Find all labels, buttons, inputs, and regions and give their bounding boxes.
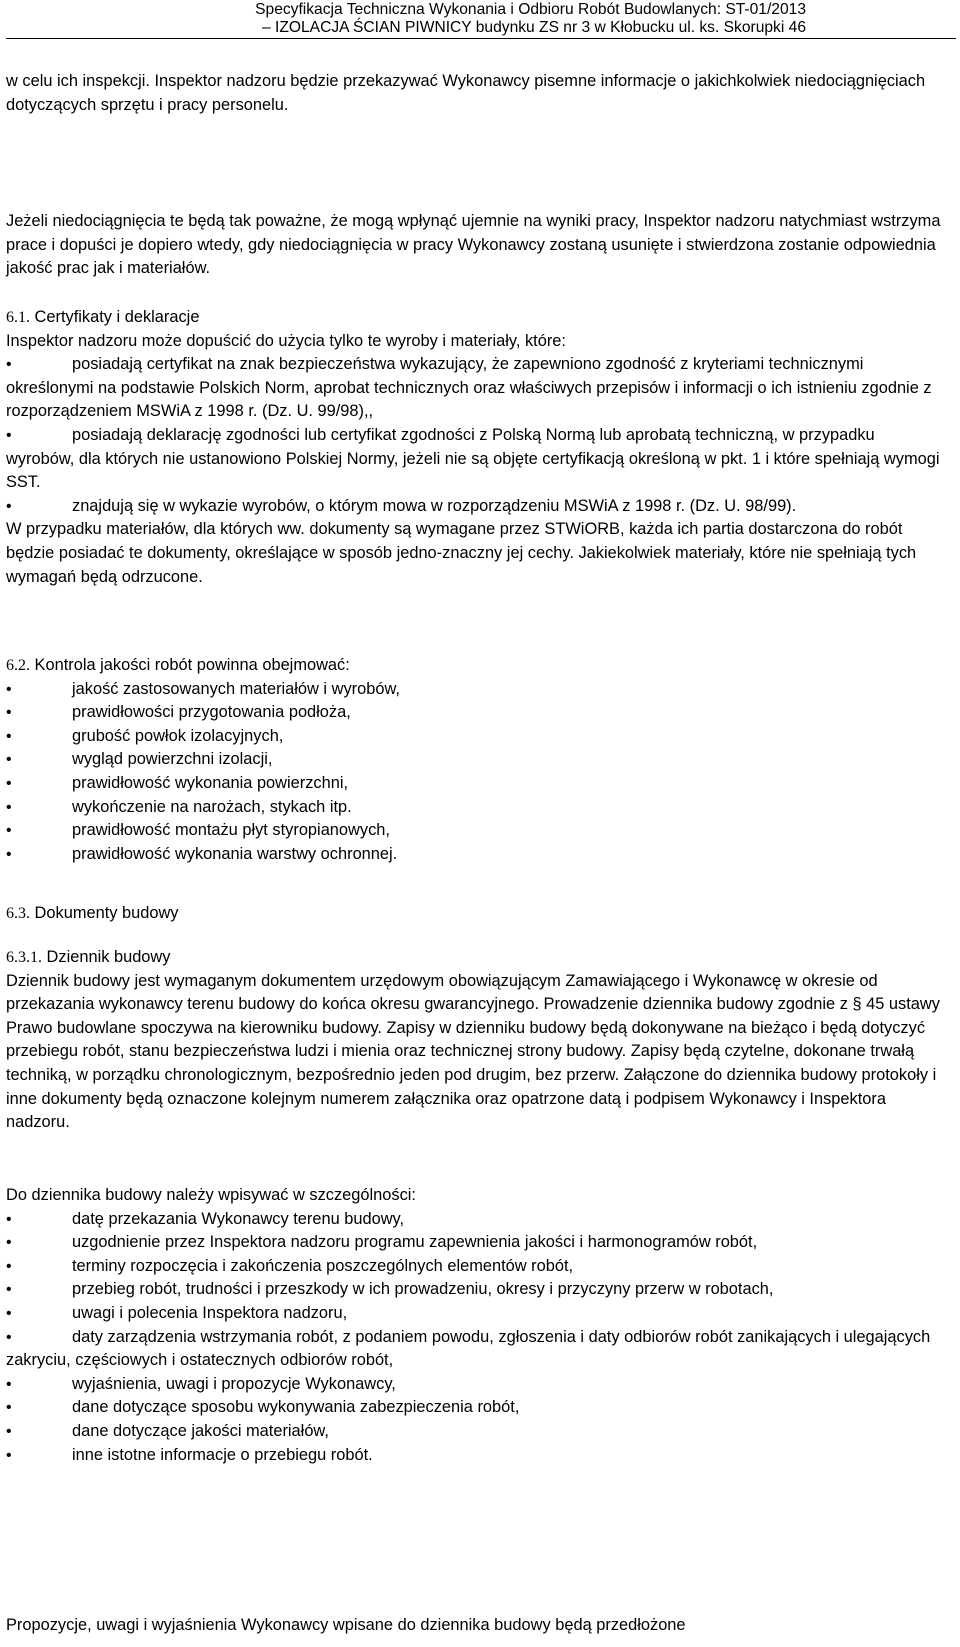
section-title: Dokumenty budowy (30, 904, 179, 922)
list-item (6, 1444, 941, 1468)
section-6-3 (6, 902, 941, 926)
list-item (6, 1302, 941, 1326)
bullet-icon (6, 1444, 72, 1468)
list-item (6, 1208, 941, 1232)
bullet-icon (6, 495, 72, 519)
list-item-text: jakość zastosowanych materiałów i wyrobów, (72, 679, 400, 698)
list-item (6, 1278, 941, 1302)
list-item-text: dane dotyczące jakości materiałów, (72, 1421, 329, 1440)
list-item (6, 1420, 941, 1444)
list-item (6, 1396, 941, 1420)
list-item (6, 843, 941, 867)
section-heading (6, 306, 941, 330)
list-item-text: znajdują się w wykazie wyrobów, o którym mowa w rozporządzeniu MSWiA z 1998 r. (Dz. U. 98/99). (72, 496, 797, 515)
section-number: 6.2. (6, 657, 30, 674)
bullet-icon (6, 843, 72, 867)
journal-entries-list (6, 1208, 941, 1468)
list-item (6, 1373, 941, 1397)
list-item-text: daty zarządzenia wstrzymania robót, z podaniem powodu, zgłoszenia i daty odbiorów robót zanikających i ulegających zakryciu, częściowych i ostatecznych odbiorów robót, (6, 1327, 931, 1370)
list-item (6, 1255, 941, 1279)
section-number: 6.1. (6, 309, 30, 326)
list-item-text: uwagi i polecenia Inspektora nadzoru, (72, 1303, 348, 1322)
section-heading (6, 654, 941, 678)
list-item-text: uzgodnienie przez Inspektora nadzoru programu zapewnienia jakości i harmonogramów robót, (72, 1233, 758, 1252)
list-item (6, 353, 941, 424)
quality-control-list (6, 678, 941, 867)
intro-paragraph-2 (6, 210, 941, 281)
bullet-icon (6, 1420, 72, 1444)
list-item-text: prawidłowość wykonania warstwy ochronnej. (72, 844, 398, 863)
list-item (6, 748, 941, 772)
page-header (6, 0, 956, 39)
bullet-icon (6, 678, 72, 702)
bullet-icon (6, 1396, 72, 1420)
list-item-text: datę przekazania Wykonawcy terenu budowy, (72, 1209, 405, 1228)
bullet-icon (6, 725, 72, 749)
journal-entries-block (6, 1184, 941, 1467)
list-item-text: inne istotne informacje o przebiegu robót. (72, 1445, 373, 1464)
bullet-icon (6, 424, 72, 448)
list-item-text: dane dotyczące sposobu wykonywania zabezpieczenia robót, (72, 1398, 520, 1417)
section-number: 6.3. (6, 905, 30, 922)
list-item-text: prawidłowość wykonania powierzchni, (72, 773, 349, 792)
list-item (6, 495, 941, 519)
list-item (6, 725, 941, 749)
tail-text: Propozycje, uwagi i wyjaśnienia Wykonawcy wpisane do dziennika budowy będą przedłożone (6, 1616, 686, 1634)
bullet-icon (6, 1326, 72, 1350)
list-item-text: wykończenie na narożach, stykach itp. (72, 797, 352, 816)
section-6-1 (6, 306, 941, 589)
bullet-icon (6, 701, 72, 725)
bullet-icon (6, 1278, 72, 1302)
list-item-text: terminy rozpoczęcia i zakończenia poszczególnych elementów robót, (72, 1256, 574, 1275)
list-item (6, 1326, 941, 1373)
bullet-icon (6, 1208, 72, 1232)
section-title: Certyfikaty i deklaracje (30, 308, 200, 326)
section-heading (6, 946, 941, 970)
section-number: 6.3.1. (6, 949, 42, 966)
bullet-icon (6, 1373, 72, 1397)
list-item (6, 701, 941, 725)
list-item-text: wygląd powierzchni izolacji, (72, 750, 273, 769)
section-after-text: W przypadku materiałów, dla których ww. dokumenty są wymagane przez STWiORB, każda ich partia dostarczona do robót będzie posiadać te dokumenty, określające w sposób jedno-znaczny jej cechy. Jakiekolwiek materiały, które nie spełniają tych wymagań będą odrzucone. (6, 520, 917, 586)
list-item-text: posiadają deklarację zgodności lub certyfikat zgodności z Polską Normą lub aprobatą techniczną, w przypadku wyrobów, dla których nie ustanowiono Polskiej Normy, jeżeli nie są objęte certyfikacją określoną w pkt. 1 i które spełniają wymogi SST. (6, 425, 940, 492)
list-item-text: grubość powłok izolacyjnych, (72, 726, 284, 745)
list-item (6, 819, 941, 843)
section-lead: Inspektor nadzoru może dopuścić do użycia tylko te wyroby i materiały, które: (6, 331, 566, 350)
bullet-icon (6, 1231, 72, 1255)
intro-text-2: Jeżeli niedociągnięcia te będą tak poważne, że mogą wpłynąć ujemnie na wyniki pracy, Inspektor nadzoru natychmiast wstrzyma prace i dopuści je dopiero wtedy, gdy niedociągnięcia w pracy Wykonawcy zostaną usunięte i stwierdzona zostanie odpowiednia jakość prac jak i materiałów. (6, 212, 941, 278)
list-item (6, 1231, 941, 1255)
intro-text-1: w celu ich inspekcji. Inspektor nadzoru będzie przekazywać Wykonawcy pisemne informacje o jakichkolwiek niedociągnięciach dotyczących sprzętu i pracy personelu. (6, 72, 926, 114)
section-6-2 (6, 654, 941, 866)
section-title: Dziennik budowy (42, 948, 171, 966)
bullet-icon (6, 819, 72, 843)
bullet-icon (6, 353, 72, 377)
header-project-title: – IZOLACJA ŚCIAN PIWNICY budynku ZS nr 3 w Kłobucku ul. ks. Skorupki 46 (262, 19, 806, 36)
list-item-text: przebieg robót, trudności i przeszkody w ich prowadzeniu, okresy i przyczyny przerw w robotach, (72, 1280, 774, 1299)
bullet-icon (6, 1255, 72, 1279)
section-title: Kontrola jakości robót powinna obejmować: (30, 656, 350, 674)
list-item (6, 796, 941, 820)
list-item-text: prawidłowość montażu płyt styropianowych, (72, 821, 390, 840)
list-item (6, 424, 941, 495)
tail-paragraph (6, 1614, 941, 1638)
bullet-icon (6, 1302, 72, 1326)
header-spec-title: Specyfikacja Techniczna Wykonania i Odbioru Robót Budowlanych: ST-01/2013 (255, 1, 806, 18)
intro-paragraph-1 (6, 70, 941, 117)
section-heading (6, 902, 941, 926)
bullet-icon (6, 748, 72, 772)
bullet-icon (6, 796, 72, 820)
bullet-icon (6, 772, 72, 796)
list-item (6, 772, 941, 796)
journal-lead: Do dziennika budowy należy wpisywać w szczególności: (6, 1186, 416, 1204)
section-6-3-1 (6, 946, 941, 1135)
section-body: Dziennik budowy jest wymaganym dokumentem urzędowym obowiązującym Zamawiającego i Wykonawcę w okresie od przekazania wykonawcy terenu budowy do końca okresu gwarancyjnego. Prowadzenie dziennika budowy zgodnie z § 45 ustawy Prawo budowlane spoczywa na kierowniku budowy. Zapisy w dzienniku budowy będą dokonywane na bieżąco i będą dotyczyć przebiegu robót, stanu bezpieczeństwa ludzi i mienia oraz technicznej strony budowy. Zapisy będą czytelne, dokonane trwałą techniką, w porządku chronologicznym, bezpośrednio jeden pod drugim, bez przerw. Załączone do dziennika budowy protokoły i inne dokumenty będą oznaczone kolejnym numerem załącznika oraz opatrzone datą i podpisem Wykonawcy i Inspektora nadzoru. (6, 971, 940, 1132)
list-item (6, 678, 941, 702)
list-item-text: wyjaśnienia, uwagi i propozycje Wykonawcy, (72, 1374, 396, 1393)
list-item-text: posiadają certyfikat na znak bezpieczeństwa wykazujący, że zapewniono zgodność z kryteriami technicznymi określonymi na podstawie Polskich Norm, aprobat technicznych oraz właściwych przepisów i informacji o ich istnieniu zgodnie z rozporządzeniem MSWiA z 1998 r. (Dz. U. 99/98),, (6, 355, 932, 421)
list-item-text: prawidłowości przygotowania podłoża, (72, 703, 351, 722)
certificate-list (6, 353, 941, 518)
